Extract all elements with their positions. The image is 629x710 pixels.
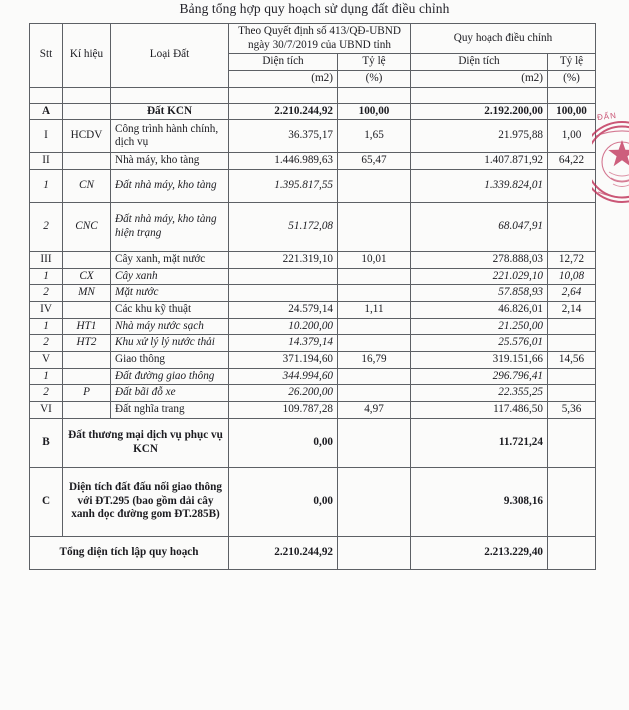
row-area-decision: 0,00 [229, 418, 338, 467]
row-ki-hieu [63, 301, 111, 318]
row-stt: 1 [30, 268, 63, 285]
spacer-cell [111, 87, 229, 103]
row-ratio-decision [338, 335, 411, 352]
table-row [30, 169, 596, 202]
row-area-adjusted: 11.721,24 [411, 418, 548, 467]
row-ratio-decision: 16,79 [338, 351, 411, 368]
row-ki-hieu [63, 368, 111, 385]
row-area-decision: 26.200,00 [229, 385, 338, 402]
row-name: Đất nhà máy, kho tàng [111, 169, 229, 202]
row-ratio-decision: 100,00 [338, 103, 411, 120]
spacer-cell [63, 87, 111, 103]
row-ratio-decision: 65,47 [338, 153, 411, 170]
table-row [30, 268, 596, 285]
row-name: Đất đường giao thông [111, 368, 229, 385]
row-area-adjusted: 57.858,93 [411, 285, 548, 302]
row-name: Công trình hành chính, dịch vụ [111, 120, 229, 153]
row-area-adjusted: 22.355,25 [411, 385, 548, 402]
row-area-decision: 0,00 [229, 467, 338, 536]
row-area-adjusted: 278.888,03 [411, 251, 548, 268]
table-row [30, 418, 596, 467]
row-name: Đất thương mại dịch vụ phục vụ KCN [63, 418, 229, 467]
header-ratio-adjusted: Tỷ lệ [548, 54, 596, 71]
total-ratio-adjusted [548, 536, 596, 569]
row-ratio-decision [338, 418, 411, 467]
row-area-decision [229, 268, 338, 285]
row-ratio-decision: 1,11 [338, 301, 411, 318]
row-area-adjusted: 46.826,01 [411, 301, 548, 318]
row-stt: A [30, 103, 63, 120]
spacer-cell [229, 87, 338, 103]
row-stt: 1 [30, 318, 63, 335]
row-ki-hieu [63, 401, 111, 418]
row-area-decision: 51.172,08 [229, 202, 338, 251]
table-row [30, 385, 596, 402]
row-area-decision: 221.319,10 [229, 251, 338, 268]
header-unit-area-adjusted: (m2) [411, 70, 548, 87]
header-spacer-row [30, 87, 596, 103]
table-row [30, 103, 596, 120]
row-ratio-adjusted [548, 335, 596, 352]
row-ki-hieu: CNC [63, 202, 111, 251]
header-area-adjusted: Diện tích [411, 54, 548, 71]
row-ratio-adjusted: 2,64 [548, 285, 596, 302]
row-area-decision: 344.994,60 [229, 368, 338, 385]
row-ki-hieu [63, 153, 111, 170]
table-row [30, 467, 596, 536]
table-body [30, 87, 596, 569]
total-label: Tổng diện tích lập quy hoạch [30, 536, 229, 569]
row-stt: 2 [30, 202, 63, 251]
row-ratio-adjusted: 100,00 [548, 103, 596, 120]
row-area-adjusted: 319.151,66 [411, 351, 548, 368]
table-row [30, 351, 596, 368]
row-ratio-adjusted [548, 368, 596, 385]
row-stt: I [30, 120, 63, 153]
row-area-adjusted: 9.308,16 [411, 467, 548, 536]
row-ratio-adjusted: 64,22 [548, 153, 596, 170]
row-name: Diện tích đất đấu nối giao thông với ĐT.295 (bao gồm dải cây xanh dọc đường gom ĐT.285B) [63, 467, 229, 536]
row-ratio-adjusted [548, 318, 596, 335]
row-ratio-decision [338, 368, 411, 385]
table-row [30, 301, 596, 318]
row-area-decision [229, 285, 338, 302]
row-ki-hieu: HT2 [63, 335, 111, 352]
row-stt: II [30, 153, 63, 170]
header-area-decision: Diện tích [229, 54, 338, 71]
row-name: Nhà máy, kho tàng [111, 153, 229, 170]
row-ratio-adjusted [548, 385, 596, 402]
row-ratio-adjusted: 5,36 [548, 401, 596, 418]
row-area-decision: 24.579,14 [229, 301, 338, 318]
row-ratio-adjusted [548, 418, 596, 467]
header-ki-hieu: Kí hiệu [63, 24, 111, 88]
row-area-adjusted: 25.576,01 [411, 335, 548, 352]
row-stt: 1 [30, 368, 63, 385]
row-ratio-adjusted: 2,14 [548, 301, 596, 318]
row-ki-hieu: HCDV [63, 120, 111, 153]
row-area-decision: 1.395.817,55 [229, 169, 338, 202]
row-stt: V [30, 351, 63, 368]
spacer-cell [548, 87, 596, 103]
table-header [30, 24, 596, 88]
table-row [30, 120, 596, 153]
table-row [30, 335, 596, 352]
row-ratio-decision [338, 202, 411, 251]
row-ratio-decision [338, 268, 411, 285]
row-stt: C [30, 467, 63, 536]
row-ratio-decision [338, 169, 411, 202]
table-row [30, 318, 596, 335]
table-total-row [30, 536, 596, 569]
table-row [30, 153, 596, 170]
page-title: Bảng tổng hợp quy hoạch sử dụng đất điều chỉnh [179, 1, 450, 16]
table-row [30, 368, 596, 385]
stamp-label: ĐẤN [596, 110, 618, 123]
row-ratio-adjusted [548, 467, 596, 536]
row-area-adjusted: 1.339.824,01 [411, 169, 548, 202]
row-stt: IV [30, 301, 63, 318]
row-name: Các khu kỹ thuật [111, 301, 229, 318]
header-ratio-decision: Tỷ lệ [338, 54, 411, 71]
table-row [30, 202, 596, 251]
row-ratio-decision [338, 467, 411, 536]
row-stt: 2 [30, 335, 63, 352]
row-area-adjusted: 21.975,88 [411, 120, 548, 153]
land-use-summary-table [29, 23, 595, 570]
row-name: Đất KCN [111, 103, 229, 120]
row-area-decision: 1.446.989,63 [229, 153, 338, 170]
row-stt: 2 [30, 385, 63, 402]
header-group-adjusted-plan: Quy hoạch điều chỉnh [411, 24, 596, 54]
row-ki-hieu [63, 251, 111, 268]
row-ki-hieu: HT1 [63, 318, 111, 335]
row-ratio-adjusted [548, 202, 596, 251]
row-ki-hieu: CX [63, 268, 111, 285]
row-area-decision: 10.200,00 [229, 318, 338, 335]
row-ratio-decision: 1,65 [338, 120, 411, 153]
spacer-cell [30, 87, 63, 103]
row-area-adjusted: 117.486,50 [411, 401, 548, 418]
row-stt: 2 [30, 285, 63, 302]
row-ratio-adjusted: 12,72 [548, 251, 596, 268]
row-ratio-decision [338, 285, 411, 302]
total-area-decision: 2.210.244,92 [229, 536, 338, 569]
row-name: Khu xử lý lý nước thải [111, 335, 229, 352]
official-stamp-icon [592, 100, 629, 218]
header-group-decision-413: Theo Quyết định số 413/QĐ-UBND ngày 30/7/2019 của UBND tỉnh [229, 24, 411, 54]
row-area-adjusted: 68.047,91 [411, 202, 548, 251]
row-ratio-adjusted [548, 169, 596, 202]
spacer-cell [411, 87, 548, 103]
spacer-cell [338, 87, 411, 103]
total-ratio-decision [338, 536, 411, 569]
header-stt: Stt [30, 24, 63, 88]
row-stt: III [30, 251, 63, 268]
row-ratio-adjusted: 14,56 [548, 351, 596, 368]
row-name: Nhà máy nước sạch [111, 318, 229, 335]
row-ratio-decision [338, 385, 411, 402]
row-area-adjusted: 296.796,41 [411, 368, 548, 385]
table-row [30, 251, 596, 268]
row-area-decision: 36.375,17 [229, 120, 338, 153]
row-stt: 1 [30, 169, 63, 202]
row-name: Cây xanh, mặt nước [111, 251, 229, 268]
row-ratio-adjusted: 1,00 [548, 120, 596, 153]
row-ki-hieu: P [63, 385, 111, 402]
row-ratio-adjusted: 10,08 [548, 268, 596, 285]
row-stt: VI [30, 401, 63, 418]
row-ratio-decision: 10,01 [338, 251, 411, 268]
row-ki-hieu [63, 351, 111, 368]
row-area-decision: 2.210.244,92 [229, 103, 338, 120]
row-name: Đất nghĩa trang [111, 401, 229, 418]
row-name: Đất bãi đỗ xe [111, 385, 229, 402]
header-unit-area-decision: (m2) [229, 70, 338, 87]
row-area-decision: 14.379,14 [229, 335, 338, 352]
row-ki-hieu [63, 103, 111, 120]
row-ki-hieu: CN [63, 169, 111, 202]
header-loai-dat: Loại Đất [111, 24, 229, 88]
row-ratio-decision [338, 318, 411, 335]
row-area-adjusted: 2.192.200,00 [411, 103, 548, 120]
row-stt: B [30, 418, 63, 467]
table-row [30, 285, 596, 302]
row-name: Đất nhà máy, kho tàng hiện trạng [111, 202, 229, 251]
row-area-adjusted: 221.029,10 [411, 268, 548, 285]
row-area-adjusted: 21.250,00 [411, 318, 548, 335]
table-row [30, 401, 596, 418]
row-ratio-decision: 4,97 [338, 401, 411, 418]
row-area-decision: 371.194,60 [229, 351, 338, 368]
row-ki-hieu: MN [63, 285, 111, 302]
header-unit-ratio-adjusted: (%) [548, 70, 596, 87]
total-area-adjusted: 2.213.229,40 [411, 536, 548, 569]
row-name: Mặt nước [111, 285, 229, 302]
row-name: Cây xanh [111, 268, 229, 285]
header-unit-ratio-decision: (%) [338, 70, 411, 87]
row-area-decision: 109.787,28 [229, 401, 338, 418]
row-name: Giao thông [111, 351, 229, 368]
row-area-adjusted: 1.407.871,92 [411, 153, 548, 170]
